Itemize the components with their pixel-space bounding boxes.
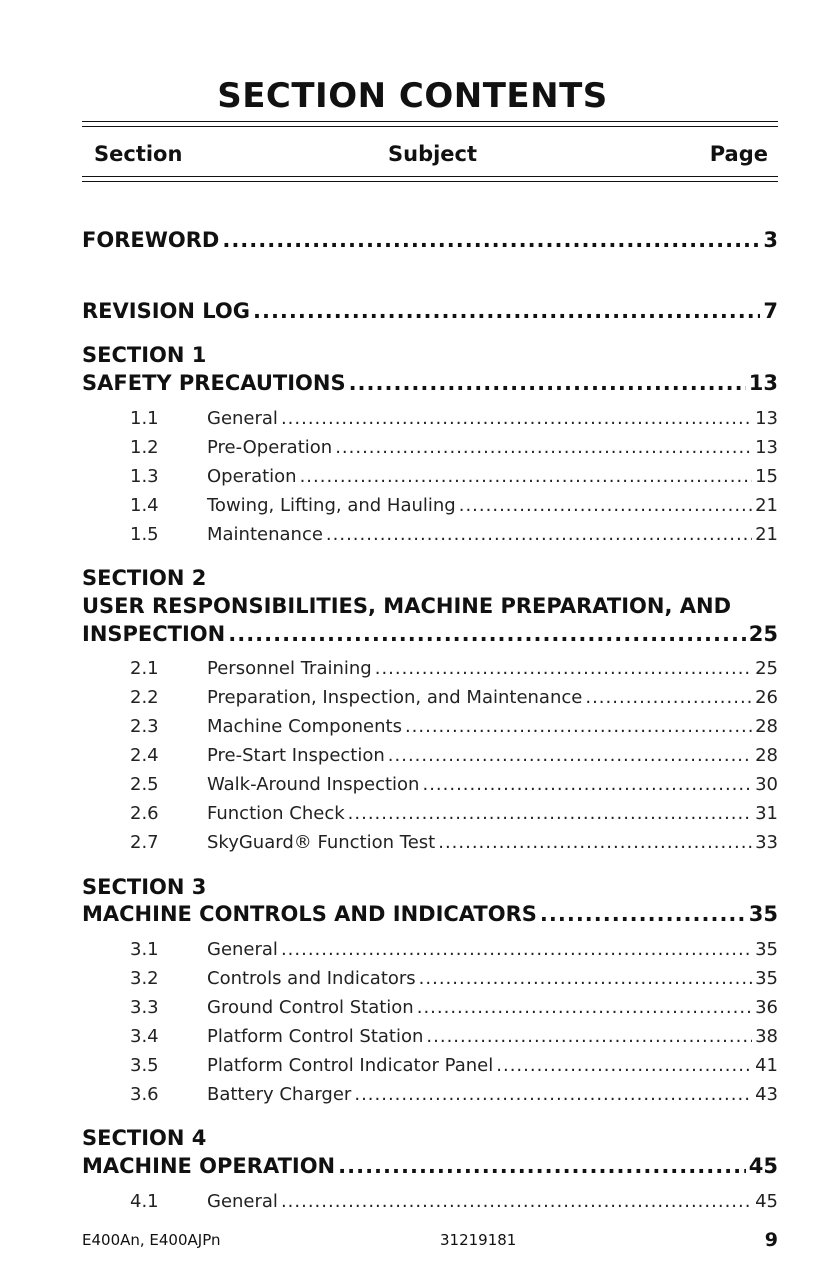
dot-leader [375, 657, 752, 681]
toc-subentry[interactable] [130, 938, 778, 962]
toc-entry-page: 45 [748, 1154, 778, 1178]
section-2-label: SECTION 2 [82, 566, 207, 590]
footer-doc-number: 31219181 [440, 1231, 517, 1249]
dot-leader [281, 938, 752, 962]
toc-subentry-number: 3.3 [130, 997, 159, 1018]
toc-subentry-title: General [207, 408, 278, 429]
toc-subentry[interactable] [130, 802, 778, 826]
toc-entry-title: REVISION LOG [82, 299, 250, 323]
toc-entry-section-4[interactable] [82, 1152, 778, 1180]
toc-subentry-page: 21 [755, 524, 778, 545]
toc-subentry-title: Ground Control Station [207, 997, 414, 1018]
toc-subentry[interactable] [130, 967, 778, 991]
toc-subentry-title: Machine Components [207, 716, 402, 737]
toc-subentry-page: 38 [755, 1026, 778, 1047]
toc-subentry-page: 31 [755, 803, 778, 824]
dot-leader [426, 1025, 752, 1049]
toc-subentry-number: 1.3 [130, 466, 159, 487]
toc-entry-foreword[interactable] [82, 226, 778, 254]
toc-entry-page: 13 [748, 371, 778, 395]
dot-leader [540, 900, 746, 928]
toc-entry-page: 35 [748, 902, 778, 926]
header-bottom-rule [82, 176, 778, 182]
toc-subentry-number: 1.5 [130, 524, 159, 545]
toc-subentry-number: 3.4 [130, 1026, 159, 1047]
toc-subentry-number: 3.6 [130, 1084, 159, 1105]
dot-leader [222, 226, 760, 254]
toc-subentry-page: 33 [755, 832, 778, 853]
toc-subentry-number: 1.4 [130, 495, 159, 516]
toc-subentry-title: Controls and Indicators [207, 968, 416, 989]
dot-leader [438, 831, 752, 855]
dot-leader [354, 1083, 752, 1107]
toc-subentry[interactable] [130, 773, 778, 797]
page-title: SECTION CONTENTS [217, 76, 608, 116]
toc-subentry-page: 26 [755, 687, 778, 708]
toc-subentry-number: 2.7 [130, 832, 159, 853]
header-top-rule [82, 121, 778, 127]
dot-leader [326, 523, 752, 547]
toc-subentry-number: 4.1 [130, 1191, 159, 1212]
dot-leader [281, 407, 752, 431]
toc-subentry-page: 21 [755, 495, 778, 516]
toc-subentry-title: Function Check [207, 803, 345, 824]
toc-subentry-number: 1.2 [130, 437, 159, 458]
dot-leader [349, 369, 746, 397]
toc-entry-revision-log[interactable] [82, 297, 778, 325]
toc-subentry-title: Maintenance [207, 524, 323, 545]
toc-entry-section-1[interactable] [82, 369, 778, 397]
toc-subentry[interactable] [130, 686, 778, 710]
toc-subentry[interactable] [130, 465, 778, 489]
column-header-page: Page [709, 142, 768, 166]
toc-subentry-number: 1.1 [130, 408, 159, 429]
toc-subentry-title: Operation [207, 466, 297, 487]
column-header-section: Section [94, 142, 183, 166]
toc-subentry-page: 36 [755, 997, 778, 1018]
dot-leader [388, 744, 752, 768]
section-4-label: SECTION 4 [82, 1126, 207, 1150]
toc-subentry-title: SkyGuard® Function Test [207, 832, 436, 853]
section-3-label: SECTION 3 [82, 875, 207, 899]
column-header-subject: Subject [388, 142, 478, 166]
toc-subentry-page: 25 [755, 658, 778, 679]
toc-subentry-title: Battery Charger [207, 1084, 352, 1105]
toc-subentry-number: 2.6 [130, 803, 159, 824]
toc-entry-page: 3 [763, 228, 778, 252]
toc-subentry-title: Pre-Start Inspection [207, 745, 385, 766]
dot-leader [228, 620, 746, 648]
dot-leader [417, 996, 752, 1020]
toc-subentry-number: 2.1 [130, 658, 159, 679]
dot-leader [496, 1054, 752, 1078]
toc-subentry-page: 28 [755, 716, 778, 737]
toc-subentry-number: 2.4 [130, 745, 159, 766]
toc-entry-page: 7 [763, 299, 778, 323]
toc-subentry-page: 13 [755, 437, 778, 458]
section-2-title-line: USER RESPONSIBILITIES, MACHINE PREPARATION, AND [82, 594, 732, 618]
dot-leader [459, 494, 752, 518]
toc-subentry-number: 2.2 [130, 687, 159, 708]
toc-entry-section-3[interactable] [82, 900, 778, 928]
toc-subentry-title: Platform Control Station [207, 1026, 424, 1047]
toc-subentry-page: 28 [755, 745, 778, 766]
toc-subentry[interactable] [130, 523, 778, 547]
toc-subentry[interactable] [130, 407, 778, 431]
toc-entry-title: FOREWORD [82, 228, 220, 252]
toc-subentry-title: Walk-Around Inspection [207, 774, 420, 795]
toc-subentry[interactable] [130, 1054, 778, 1078]
toc-subentry[interactable] [130, 1025, 778, 1049]
toc-subentry-title: Personnel Training [207, 658, 372, 679]
toc-subentry[interactable] [130, 831, 778, 855]
toc-subentry[interactable] [130, 494, 778, 518]
toc-subentry-title: Platform Control Indicator Panel [207, 1055, 494, 1076]
dot-leader [300, 465, 753, 489]
footer-model: E400An, E400AJPn [82, 1231, 221, 1249]
toc-subentry-number: 2.3 [130, 716, 159, 737]
toc-subentry-title: Pre-Operation [207, 437, 333, 458]
toc-subentry-page: 35 [755, 939, 778, 960]
toc-subentry-number: 2.5 [130, 774, 159, 795]
dot-leader [335, 436, 752, 460]
toc-subentry-number: 3.5 [130, 1055, 159, 1076]
toc-entry-title: MACHINE CONTROLS AND INDICATORS [82, 902, 537, 926]
toc-subentry-title: General [207, 939, 278, 960]
toc-subentry-title: General [207, 1191, 278, 1212]
section-1-label: SECTION 1 [82, 343, 207, 367]
toc-entry-title: INSPECTION [82, 622, 226, 646]
toc-subentry-page: 45 [755, 1191, 778, 1212]
toc-subentry[interactable] [130, 744, 778, 768]
dot-leader [338, 1152, 746, 1180]
toc-subentry[interactable] [130, 1083, 778, 1107]
dot-leader [348, 802, 752, 826]
dot-leader [419, 967, 752, 991]
toc-subentry-page: 13 [755, 408, 778, 429]
toc-subentry-page: 15 [755, 466, 778, 487]
toc-subentry-page: 30 [755, 774, 778, 795]
toc-subentry-number: 3.1 [130, 939, 159, 960]
toc-entry-title: MACHINE OPERATION [82, 1154, 336, 1178]
toc-subentry-page: 41 [755, 1055, 778, 1076]
toc-subentry[interactable] [130, 657, 778, 681]
dot-leader [422, 773, 752, 797]
toc-subentry-title: Preparation, Inspection, and Maintenance [207, 687, 583, 708]
toc-subentry-page: 35 [755, 968, 778, 989]
dot-leader [253, 297, 760, 325]
toc-subentry[interactable] [130, 1190, 778, 1214]
toc-subentry-page: 43 [755, 1084, 778, 1105]
toc-subentry-number: 3.2 [130, 968, 159, 989]
dot-leader [281, 1190, 752, 1214]
toc-entry-page: 25 [748, 622, 778, 646]
dot-leader [405, 715, 752, 739]
toc-subentry[interactable] [130, 436, 778, 460]
toc-entry-title: SAFETY PRECAUTIONS [82, 371, 346, 395]
toc-subentry[interactable] [130, 715, 778, 739]
footer-page-number: 9 [764, 1229, 778, 1251]
toc-subentry[interactable] [130, 996, 778, 1020]
toc-entry-section-2[interactable] [82, 620, 778, 648]
toc-subentry-title: Towing, Lifting, and Hauling [207, 495, 456, 516]
dot-leader [585, 686, 752, 710]
